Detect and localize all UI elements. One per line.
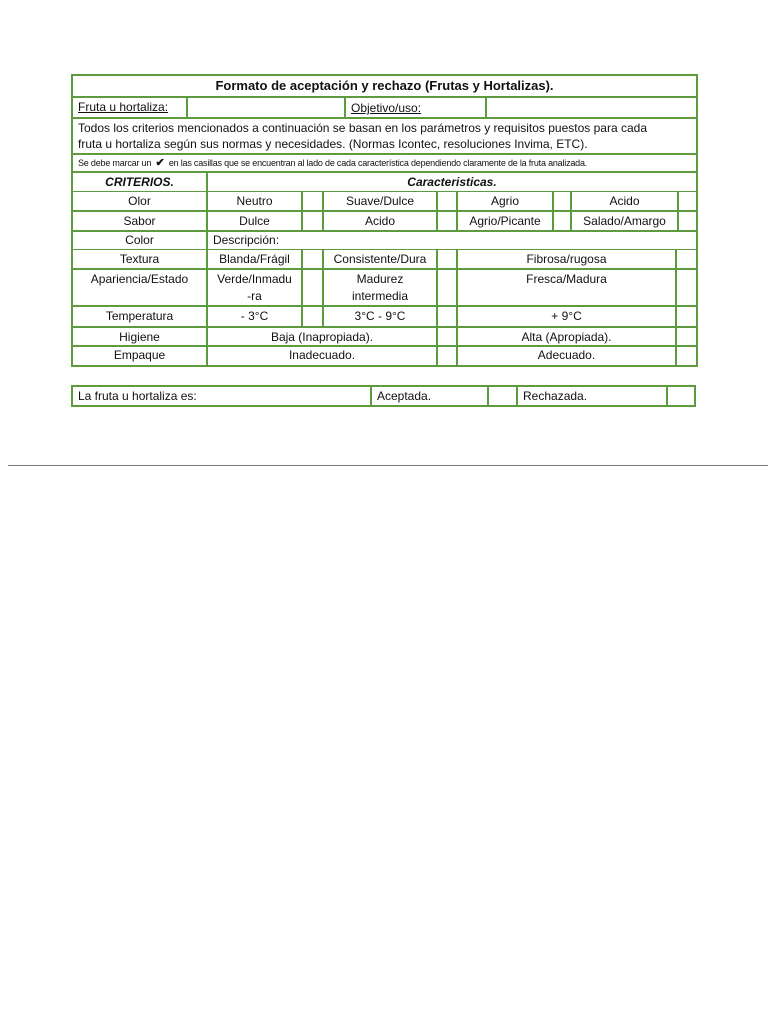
- accepted-label: Aceptada.: [377, 389, 432, 403]
- checkbox-olor-neutro[interactable]: [303, 192, 322, 210]
- checkbox-apariencia-verde[interactable]: [303, 270, 322, 305]
- checkbox-olor-agrio[interactable]: [554, 192, 570, 210]
- page-divider: [8, 465, 768, 466]
- instruction-text: [78, 157, 587, 169]
- checkbox-apariencia-fresca[interactable]: [677, 270, 696, 305]
- fruit-label: Fruta u hortaliza:: [78, 100, 169, 114]
- row-divider: [71, 153, 698, 155]
- option-label-line2: -ra: [247, 289, 262, 303]
- criterion-sabor: Sabor: [123, 214, 156, 228]
- checkbox-sabor-acido[interactable]: [438, 212, 456, 230]
- intro-text-line2: fruta u hortaliza según sus normas y necesidades. (Normas Icontec, resoluciones Invima, ETC).: [78, 137, 588, 151]
- option-label: - 3°C: [240, 309, 269, 323]
- checkbox-temp-high[interactable]: [677, 307, 696, 326]
- criterion-temperatura: Temperatura: [105, 309, 174, 323]
- row-divider: [71, 326, 698, 328]
- checkbox-higiene-baja[interactable]: [438, 328, 456, 345]
- row-divider: [71, 268, 698, 270]
- color-description-label: Descripción:: [213, 233, 280, 247]
- instruction-after: en las casillas que se encuentran al lado de cada característica dependiendo claramente de la fruta analizada.: [168, 158, 588, 168]
- checkbox-sabor-agrio[interactable]: [554, 212, 570, 230]
- col-divider: [344, 96, 346, 118]
- option-label: Agrio: [490, 194, 519, 208]
- col-divider: [516, 385, 518, 407]
- checkmark-icon: ✔: [155, 157, 165, 169]
- row-divider: [71, 117, 698, 119]
- checkbox-rejected[interactable]: [668, 387, 694, 405]
- option-label: Acido: [364, 214, 396, 228]
- option-label: Blanda/Frágil: [219, 252, 290, 266]
- objective-label: Objetivo/uso:: [351, 101, 422, 115]
- objective-field[interactable]: [487, 98, 696, 117]
- rejected-label: Rechazada.: [523, 389, 588, 403]
- checkbox-empaque-inadecuado[interactable]: [438, 347, 456, 365]
- checkbox-olor-acido[interactable]: [679, 192, 696, 210]
- option-label: Alta (Apropiada).: [521, 330, 612, 344]
- option-label-line1: Verde/Inmadu: [217, 272, 292, 286]
- option-label: Consistente/Dura: [333, 252, 427, 266]
- checkbox-apariencia-madurez[interactable]: [438, 270, 456, 305]
- checkbox-accepted[interactable]: [489, 387, 516, 405]
- option-label: Neutro: [236, 194, 273, 208]
- checkbox-olor-suave[interactable]: [438, 192, 456, 210]
- checkbox-sabor-salado[interactable]: [679, 212, 696, 230]
- checkbox-sabor-dulce[interactable]: [303, 212, 322, 230]
- result-label: La fruta u hortaliza es:: [78, 389, 197, 403]
- criterion-olor: Olor: [128, 194, 151, 208]
- row-divider: [71, 171, 698, 173]
- row-divider: [71, 305, 698, 307]
- checkbox-temp-mid[interactable]: [438, 307, 456, 326]
- option-label: Fresca/Madura: [526, 272, 607, 286]
- option-label: + 9°C: [551, 309, 582, 323]
- option-label: Baja (Inapropiada).: [270, 330, 374, 344]
- checkbox-empaque-adecuado[interactable]: [677, 347, 696, 365]
- checkbox-textura-blanda[interactable]: [303, 250, 322, 268]
- checkbox-higiene-alta[interactable]: [677, 328, 696, 345]
- option-label: Inadecuado.: [288, 348, 356, 362]
- option-label: Salado/Amargo: [583, 214, 666, 228]
- option-label-line1: Madurez: [356, 272, 404, 286]
- option-label: Acido: [609, 194, 640, 208]
- option-label-line2: intermedia: [351, 289, 409, 303]
- color-description-field[interactable]: [300, 232, 696, 249]
- checkbox-temp-low[interactable]: [303, 307, 322, 326]
- row-divider: [71, 191, 698, 192]
- criterion-empaque: Empaque: [113, 348, 166, 362]
- criterion-apariencia: Apariencia/Estado: [90, 272, 189, 286]
- criterion-higiene: Higiene: [119, 330, 160, 344]
- row-divider: [71, 249, 698, 250]
- form-title: Formato de aceptación y rechazo (Frutas y Hortalizas).: [215, 78, 554, 93]
- option-label: Fibrosa/rugosa: [526, 252, 607, 266]
- option-label: Dulce: [239, 214, 270, 228]
- criteria-header: CRITERIOS.: [105, 175, 174, 189]
- checkbox-textura-fibrosa[interactable]: [677, 250, 696, 268]
- option-label: Adecuado.: [537, 348, 596, 362]
- characteristics-header: Caracteristicas.: [407, 175, 497, 189]
- fruit-field[interactable]: [188, 98, 344, 117]
- option-label: Suave/Dulce: [345, 194, 415, 208]
- option-label: Agrio/Picante: [469, 214, 541, 228]
- option-label: 3°C - 9°C: [354, 309, 406, 323]
- col-divider: [370, 385, 372, 407]
- row-divider: [71, 345, 698, 347]
- criterion-color: Color: [125, 233, 154, 247]
- criterion-textura: Textura: [119, 252, 160, 266]
- instruction-before: Se debe marcar un: [78, 158, 152, 168]
- row-divider: [71, 210, 698, 212]
- checkbox-textura-consistente[interactable]: [438, 250, 456, 268]
- intro-text-line1: Todos los criterios mencionados a continuación se basan en los parámetros y requisitos puestos para cada: [78, 121, 647, 135]
